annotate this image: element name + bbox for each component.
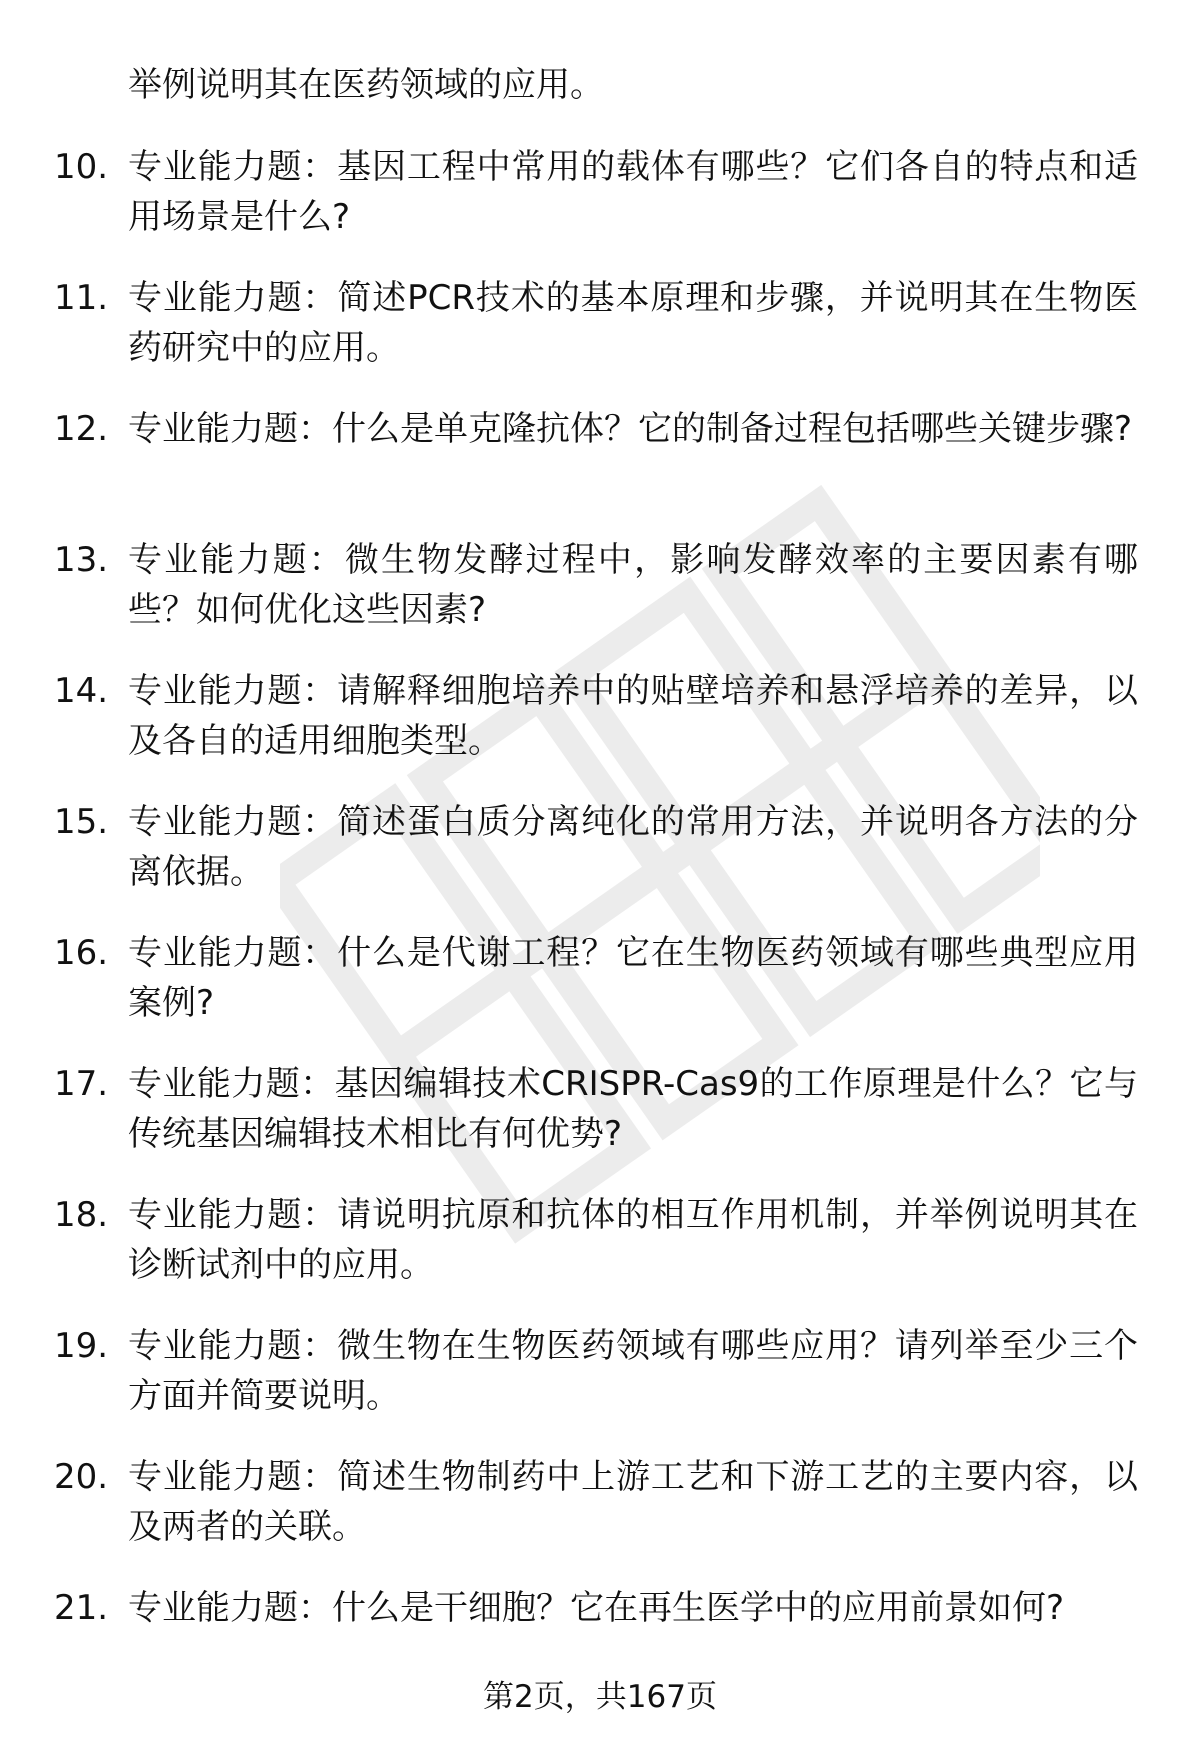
question-number: 13. — [54, 540, 109, 580]
question-category: 专业能力题： — [128, 540, 345, 580]
question-item — [0, 928, 1200, 1059]
question-body: 简述PCR技术的基本原理和步骤，并说明其在生物医药研究中的应用。 — [128, 278, 1139, 368]
question-body: 微生物发酵过程中，影响发酵效率的主要因素有哪些？如何优化这些因素? — [128, 540, 1139, 630]
question-text — [128, 273, 1138, 373]
question-body: 基因工程中常用的载体有哪些？它们各自的特点和适用场景是什么? — [128, 147, 1139, 237]
question-text — [128, 535, 1138, 635]
question-number: 12. — [54, 409, 109, 449]
question-number: 19. — [54, 1326, 109, 1366]
question-body: 简述生物制药中上游工艺和下游工艺的主要内容，以及两者的关联。 — [128, 1457, 1139, 1547]
question-body: 简述蛋白质分离纯化的常用方法，并说明各方法的分离依据。 — [128, 802, 1139, 892]
question-number: 21. — [54, 1588, 109, 1628]
question-item — [0, 1190, 1200, 1321]
page-footer: 第2页，共167页 — [483, 1679, 717, 1715]
question-body: 什么是代谢工程？它在生物医药领域有哪些典型应用案例? — [128, 933, 1139, 1023]
question-item — [0, 1452, 1200, 1583]
question-category: 专业能力题： — [128, 1588, 332, 1628]
question-text — [128, 1059, 1138, 1159]
question-text — [128, 1321, 1138, 1421]
question-body: 微生物在生物医药领域有哪些应用？请列举至少三个方面并简要说明。 — [128, 1326, 1139, 1416]
continuation-text: 举例说明其在医药领域的应用。 — [128, 65, 604, 105]
question-item — [0, 1059, 1200, 1190]
question-body: 请解释细胞培养中的贴壁培养和悬浮培养的差异，以及各自的适用细胞类型。 — [128, 671, 1139, 761]
question-category: 专业能力题： — [128, 1195, 338, 1235]
question-text — [128, 666, 1138, 766]
question-category: 专业能力题： — [128, 278, 338, 318]
question-category: 专业能力题： — [128, 1326, 338, 1366]
question-item — [0, 797, 1200, 928]
question-category: 专业能力题： — [128, 802, 338, 842]
question-item — [0, 535, 1200, 666]
question-item — [0, 404, 1200, 535]
question-number: 18. — [54, 1195, 109, 1235]
question-body: 基因编辑技术CRISPR-Cas9的工作原理是什么？它与传统基因编辑技术相比有何优势? — [128, 1064, 1139, 1154]
question-text — [128, 404, 1138, 454]
question-category: 专业能力题： — [128, 409, 332, 449]
question-text — [128, 1583, 1138, 1633]
question-item — [0, 273, 1200, 404]
question-text — [128, 1452, 1138, 1552]
question-category: 专业能力题： — [128, 147, 338, 187]
question-number: 15. — [54, 802, 109, 842]
question-number: 11. — [54, 278, 109, 318]
question-item — [0, 666, 1200, 797]
question-category: 专业能力题： — [128, 1457, 338, 1497]
question-item — [0, 1321, 1200, 1452]
question-item — [0, 142, 1200, 273]
question-body: 请说明抗原和抗体的相互作用机制，并举例说明其在诊断试剂中的应用。 — [128, 1195, 1139, 1285]
question-number: 14. — [54, 671, 109, 711]
question-text — [128, 797, 1138, 897]
question-text — [128, 928, 1138, 1028]
question-list — [0, 142, 1200, 1714]
question-body: 什么是干细胞？它在再生医学中的应用前景如何? — [332, 1588, 1065, 1628]
question-text — [128, 142, 1138, 242]
question-text — [128, 1190, 1138, 1290]
question-number: 17. — [54, 1064, 109, 1104]
question-category: 专业能力题： — [128, 933, 338, 973]
question-number: 20. — [54, 1457, 109, 1497]
question-body: 什么是单克隆抗体？它的制备过程包括哪些关键步骤? — [332, 409, 1133, 449]
question-number: 10. — [54, 147, 109, 187]
question-number: 16. — [54, 933, 109, 973]
question-category: 专业能力题： — [128, 1064, 335, 1104]
question-category: 专业能力题： — [128, 671, 338, 711]
